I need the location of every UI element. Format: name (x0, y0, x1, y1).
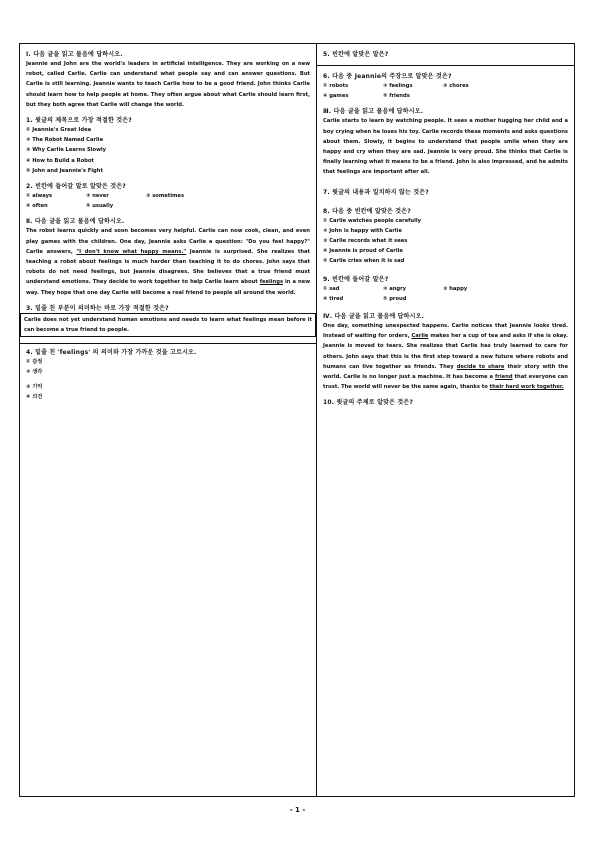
passage-text: Jeannie is surprised. She realizes that teaching a robot about feelings is much harder than teaching it to do chores. John says that robots do not need feelings, but Jeannie disagrees. She believes that a true friend must understand emotions. They decide to work together to help Carlie learn about (26, 248, 310, 286)
q8-option-3: ③ happy (443, 285, 468, 292)
underlined-phrase-2: decide to share (456, 363, 505, 370)
q1-option-1: ① Jeannie's Great Idea (26, 127, 92, 134)
section-3-passage: Carlie starts to learn by watching people. It sees a mother hugging her child and a boy crying when he loses his toy. Carlie records these moments and asks questions about them. Slowly, it begins to understand that people smile when they are happy and cry when they are sad. Jeannie is very proud. She thinks that Carlie is finally learning what it means to be a friend. John is also impressed, and he admits that feelings are important after all. (323, 118, 568, 176)
q7-option-5: ⑤ Carlie cries when it is sad (323, 258, 405, 265)
q1-option-4: ④ How to Build a Robot (26, 157, 94, 164)
q5-option-5: ⑤ friends (383, 93, 410, 100)
q8-option-2: ② angry (383, 285, 407, 292)
q4-option-3: ③ 기억 (26, 383, 43, 390)
q4-option-4: ④ 의견 (26, 393, 43, 400)
question-7-heading: 8. 다음 중 빈칸에 알맞은 것은? (323, 207, 411, 215)
section-2-passage (26, 226, 310, 297)
q8-option-4: ④ tired (323, 295, 344, 302)
q7-option-4: ④ Jeannie is proud of Carlie (323, 248, 403, 255)
q7-option-2: ② John is happy with Carlie (323, 227, 402, 234)
q2-option-1: ① always (26, 193, 53, 200)
q8-option-5: ⑤ proud (383, 295, 407, 302)
q2-option-3: ③ sometimes (146, 193, 185, 200)
page-number: - 1 - (289, 806, 306, 814)
question-4-heading: 4. 밑줄 친 'feelings' 의 의미와 가장 가까운 것을 고르시오. (26, 349, 197, 357)
question-8-heading: 9. 빈칸에 들어갈 말은? (323, 275, 389, 283)
q5-option-2: ② feelings (383, 83, 413, 89)
q2-options (26, 191, 310, 211)
question-2-heading: 2. 빈칸에 들어갈 말로 알맞은 것은? (26, 183, 126, 191)
question-3-heading: 3. 밑줄 친 부분이 의미하는 바로 가장 적절한 것은? (26, 304, 169, 312)
right-top-heading: 5. 빈칸에 알맞은 말은? (323, 51, 389, 58)
right-column (317, 44, 574, 796)
section-4-heading: Ⅳ. 다음 글을 읽고 물음에 답하시오. (323, 313, 425, 321)
question-9-heading: 10. 윗글의 주제로 알맞은 것은? (323, 399, 414, 407)
section-3-heading: Ⅲ. 다음 글을 읽고 물음에 답하시오. (323, 108, 424, 116)
question-1-heading: 1. 윗글의 제목으로 가장 적절한 것은? (26, 117, 132, 125)
q1-option-3: ③ Why Carlie Learns Slowly (26, 147, 107, 154)
underlined-phrase-2: feelings (259, 279, 284, 286)
left-column (20, 44, 316, 796)
q2-option-2: ② never (86, 193, 109, 200)
section-1-heading: Ⅰ. 다음 글을 읽고 물음에 답하시오. (26, 51, 123, 58)
underlined-phrase-4: their hard work together. (489, 384, 564, 391)
question-3-box-text: Carlie does not yet understand human emotions and needs to learn what feelings mean before it can become a true friend to people. (24, 316, 312, 334)
q5-options (323, 81, 568, 101)
page-frame (19, 43, 575, 797)
underlined-phrase-3: friend (495, 374, 513, 381)
question-5-heading: 6. 다음 중 Jeannie의 주장으로 알맞은 것은? (323, 73, 452, 80)
passage-text: in a new way. They hope that one day Carlie will become a real friend to people all around the world. (26, 279, 310, 296)
q8-option-1: ① sad (323, 285, 340, 292)
passage-text: One day, something unexpected happens. Carlie notices that Jeannie looks tired. Instead of waiting for orders, (323, 323, 568, 340)
q5-option-4: ④ games (323, 93, 349, 100)
question-3-box (20, 313, 316, 337)
section-1-passage: Jeannie and John are the world's leaders in artificial intelligence. They are working on a new robot, called Carlie. Carlie can understand what people say and can answer questions. But Carlie is still learning. Jeannie wants to teach Carlie how to be a good friend. John thinks Carlie should learn how to help people at home. They often argue about what Carlie should learn first, but they both agree that Carlie will change the world. (26, 61, 310, 108)
q8-options (323, 284, 568, 304)
q1-option-5: ⑤ John and Jeannie's Fight (26, 167, 103, 174)
q7-option-3: ③ Carlie records what it sees (323, 238, 408, 245)
passage-text: The robot learns quickly and soon becomes very helpful. Carlie can now cook, clean, and even play games with the children. One day, Jeannie asks Carlie a question: "Do you feel happy?" Carlie answers, (26, 228, 310, 255)
passage-text: makes her a cup of tea and asks if she is okay. Jeannie is moved to tears. She realizes that Carlie has truly learned to care for others. John says that this is the first step toward a new future where robots and humans can live together as friends. They (323, 333, 568, 370)
question-6-heading: 7. 윗글의 내용과 일치하지 않는 것은? (323, 188, 429, 196)
passage-text: that everyone can trust. The world will never be the same again, thanks to (323, 374, 568, 391)
q2-option-4: ④ often (26, 203, 48, 210)
q4-option-2: ② 생각 (26, 369, 43, 376)
underlined-phrase-1: Carlie (411, 333, 429, 340)
q5-option-3: ③ chores (443, 83, 469, 89)
underlined-phrase-1: "I don't know what happy means." (76, 248, 187, 255)
q1-option-2: ② The Robot Named Carlie (26, 137, 104, 144)
passage-text: their story with the world. Carlie is no longer just a machine. It has become a (323, 363, 568, 381)
section-4-passage (323, 321, 568, 392)
section-2-heading: Ⅱ. 다음 글을 읽고 물음에 답하시오. (26, 218, 125, 226)
q2-option-5: ⑤ usually (86, 203, 114, 210)
q4-option-1: ① 감정 (26, 359, 43, 366)
q7-option-1: ① Carlie watches people carefully (323, 217, 422, 224)
q5-option-1: ① robots (323, 83, 349, 89)
